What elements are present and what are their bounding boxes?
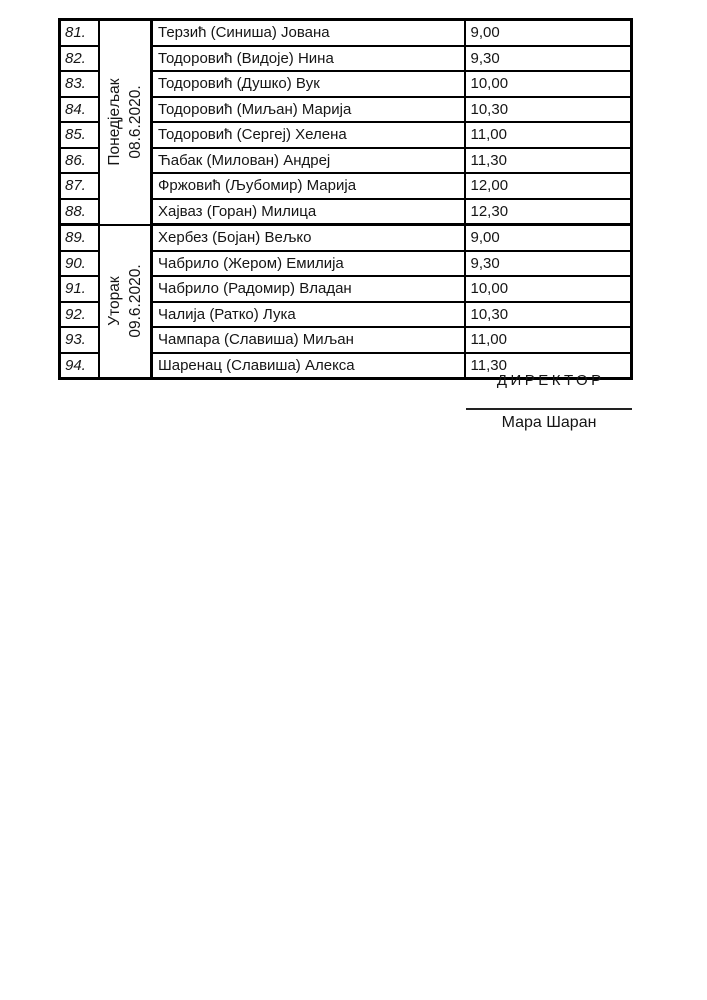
row-number-cell: 89. [60,225,99,251]
row-number-cell: 93. [60,327,99,353]
student-name-cell: Чалија (Ратко) Лука [152,302,465,328]
student-name-cell: Фржовић (Љубомир) Марија [152,173,465,199]
time-cell: 11,30 [465,353,632,379]
row-number-cell: 85. [60,122,99,148]
day-name: Понедјељак [105,78,123,166]
director-name: Мара Шаран [501,414,597,431]
time-cell: 11,00 [465,122,632,148]
time-cell: 10,00 [465,276,632,302]
student-name-cell: Тодоровић (Сергеј) Хелена [152,122,465,148]
time-cell: 9,30 [465,251,632,277]
student-name-cell: Чабрило (Жером) Емилија [152,251,465,277]
row-number-cell: 86. [60,148,99,174]
day-name: Уторак [105,276,123,326]
director-title: ДИРЕКТОР [496,372,605,389]
time-cell: 10,30 [465,302,632,328]
student-name-cell: Терзић (Синиша) Јована [152,20,465,46]
student-name-cell: Чабрило (Радомир) Владан [152,276,465,302]
row-number-cell: 92. [60,302,99,328]
row-number-cell: 81. [60,20,99,46]
row-number-cell: 91. [60,276,99,302]
time-cell: 12,30 [465,199,632,225]
row-number-cell: 88. [60,199,99,225]
row-number-cell: 82. [60,46,99,72]
day-group-label [104,79,146,166]
row-number-cell: 94. [60,353,99,379]
student-name-cell: Тодоровић (Миљан) Марија [152,97,465,123]
time-cell: 11,30 [465,148,632,174]
student-name-cell: Хербез (Бојан) Вељко [152,225,465,251]
time-cell: 11,00 [465,327,632,353]
row-number-cell: 87. [60,173,99,199]
day-group-cell [99,20,152,225]
time-cell: 9,00 [465,225,632,251]
day-date: 09.6.2020. [126,264,144,338]
student-name-cell: Тодоровић (Видоје) Нина [152,46,465,72]
day-group-label [104,265,146,338]
table-row [60,225,632,251]
time-cell: 9,30 [465,46,632,72]
row-number-cell: 83. [60,71,99,97]
time-cell: 10,30 [465,97,632,123]
day-date: 08.6.2020. [126,85,144,159]
day-group-cell [99,225,152,379]
student-name-cell: Ћабак (Милован) Андреј [152,148,465,174]
student-name-cell: Хајваз (Горан) Милица [152,199,465,225]
row-number-cell: 84. [60,97,99,123]
time-cell: 12,00 [465,173,632,199]
student-name-cell: Чампара (Славиша) Миљан [152,327,465,353]
row-number-cell: 90. [60,251,99,277]
signature-block [466,372,632,432]
time-cell: 10,00 [465,71,632,97]
student-name-cell: Тодоровић (Душко) Вук [152,71,465,97]
student-name-cell: Шаренац (Славиша) Алекса [152,353,465,379]
schedule-table [58,18,633,380]
table-row [60,20,632,46]
time-cell: 9,00 [465,20,632,46]
